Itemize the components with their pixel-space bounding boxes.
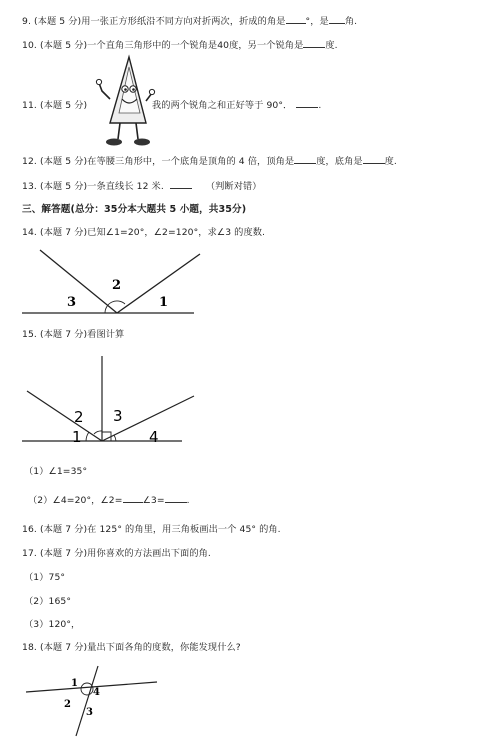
answer-blank[interactable] <box>294 154 316 164</box>
question-points: (本题 5 分) <box>39 156 88 167</box>
question-points: (本题 7 分) <box>39 642 88 653</box>
answer-blank[interactable] <box>296 98 318 108</box>
angle-label: 3 <box>67 295 77 310</box>
question-12 <box>22 153 397 167</box>
q17-item: （3）120°， <box>24 619 81 630</box>
question-text: 一条直线长 12 米. <box>87 181 164 192</box>
question-points: (本题 7 分) <box>39 524 88 535</box>
question-number: 14. <box>22 227 37 238</box>
judge-note: （判断对错） <box>205 181 262 192</box>
question-points: (本题 5 分) <box>34 16 82 27</box>
angle-label: 2 <box>112 278 122 293</box>
question-number: 11. <box>22 100 37 111</box>
question-18 <box>22 639 241 653</box>
answer-blank[interactable] <box>123 493 143 503</box>
question-16 <box>22 521 281 535</box>
cartoon-triangle-illustration <box>96 53 154 149</box>
answer-blank[interactable] <box>170 179 192 189</box>
question-number: 16. <box>22 524 37 535</box>
question-10 <box>22 37 338 51</box>
question-number: 9. <box>22 16 31 27</box>
question-text: 量出下面各角的度数，你能发现什么? <box>87 642 241 653</box>
question-text: 已知∠1=20°，∠2=120°，求∠3 的度数. <box>87 227 266 238</box>
answer-blank[interactable] <box>363 154 385 164</box>
question-points: (本题 7 分) <box>39 329 88 340</box>
q17-item: （1）75° <box>24 572 66 583</box>
question-number: 17. <box>22 548 37 559</box>
question-text: 在 125° 的角里，用三角板画出一个 45° 的角. <box>87 524 281 535</box>
question-11-statement <box>152 97 321 111</box>
angle-label: 1 <box>71 678 78 689</box>
section-heading: 三、解答题(总分：35分本大题共 5 小题，共35分) <box>22 204 247 215</box>
question-11 <box>22 97 87 111</box>
question-points: (本题 7 分) <box>39 227 88 238</box>
question-number: 12. <box>22 156 37 167</box>
q18-intersecting-lines-figure <box>22 664 162 744</box>
end-text: . <box>318 100 322 111</box>
answer-blank[interactable] <box>286 14 306 24</box>
part-text: （2）∠4=20°，∠2= <box>28 495 123 506</box>
q15-part-1: （1）∠1=35° <box>24 466 88 477</box>
question-17 <box>22 545 211 559</box>
question-9 <box>22 13 357 27</box>
angle-label: 4 <box>149 428 159 446</box>
angle-label: 2 <box>74 408 84 426</box>
question-number: 18. <box>22 642 37 653</box>
question-text: 一个直角三角形中的一个锐角是40度，另一个锐角是 <box>87 40 304 51</box>
question-text: 在等腰三角形中，一个底角是顶角的 4 倍，顶角是 <box>87 156 295 167</box>
part-text: ∠3= <box>142 495 165 506</box>
answer-blank[interactable] <box>329 14 345 24</box>
question-number: 15. <box>22 329 37 340</box>
question-text: 用你喜欢的方法画出下面的角. <box>87 548 211 559</box>
question-text: 看图计算 <box>87 329 125 340</box>
q15-part-2 <box>28 492 190 506</box>
angle-label: 4 <box>93 687 100 698</box>
end-text: 度. <box>384 156 397 167</box>
angle-label: 3 <box>86 707 93 718</box>
unit-text: 角. <box>344 16 358 27</box>
unit-text: °，是 <box>305 16 329 27</box>
end-text: 度. <box>325 40 338 51</box>
answer-blank[interactable] <box>303 38 325 48</box>
question-number: 13. <box>22 181 37 192</box>
end-text: . <box>186 495 190 506</box>
question-15 <box>22 326 124 340</box>
question-points: (本题 5 分) <box>39 40 88 51</box>
angle-label: 1 <box>72 428 82 446</box>
question-text: 我的两个锐角之和正好等于 90°． <box>152 100 293 111</box>
question-number: 10. <box>22 40 37 51</box>
answer-blank[interactable] <box>165 493 187 503</box>
q15-angle-figure <box>22 346 202 446</box>
question-points: (本题 7 分) <box>39 548 88 559</box>
q17-item: （2）165° <box>24 596 72 607</box>
question-points: (本题 5 分) <box>39 100 88 111</box>
angle-label: 3 <box>113 407 123 425</box>
question-13 <box>22 178 262 192</box>
question-text: 用一张正方形纸沿不同方向对折两次，折成的角是 <box>81 16 286 27</box>
question-14 <box>22 224 265 238</box>
q14-angle-figure <box>22 242 202 322</box>
angle-label: 2 <box>64 699 71 710</box>
question-points: (本题 5 分) <box>39 181 88 192</box>
mid-text: 度，底角是 <box>316 156 363 167</box>
angle-label: 1 <box>159 295 169 310</box>
